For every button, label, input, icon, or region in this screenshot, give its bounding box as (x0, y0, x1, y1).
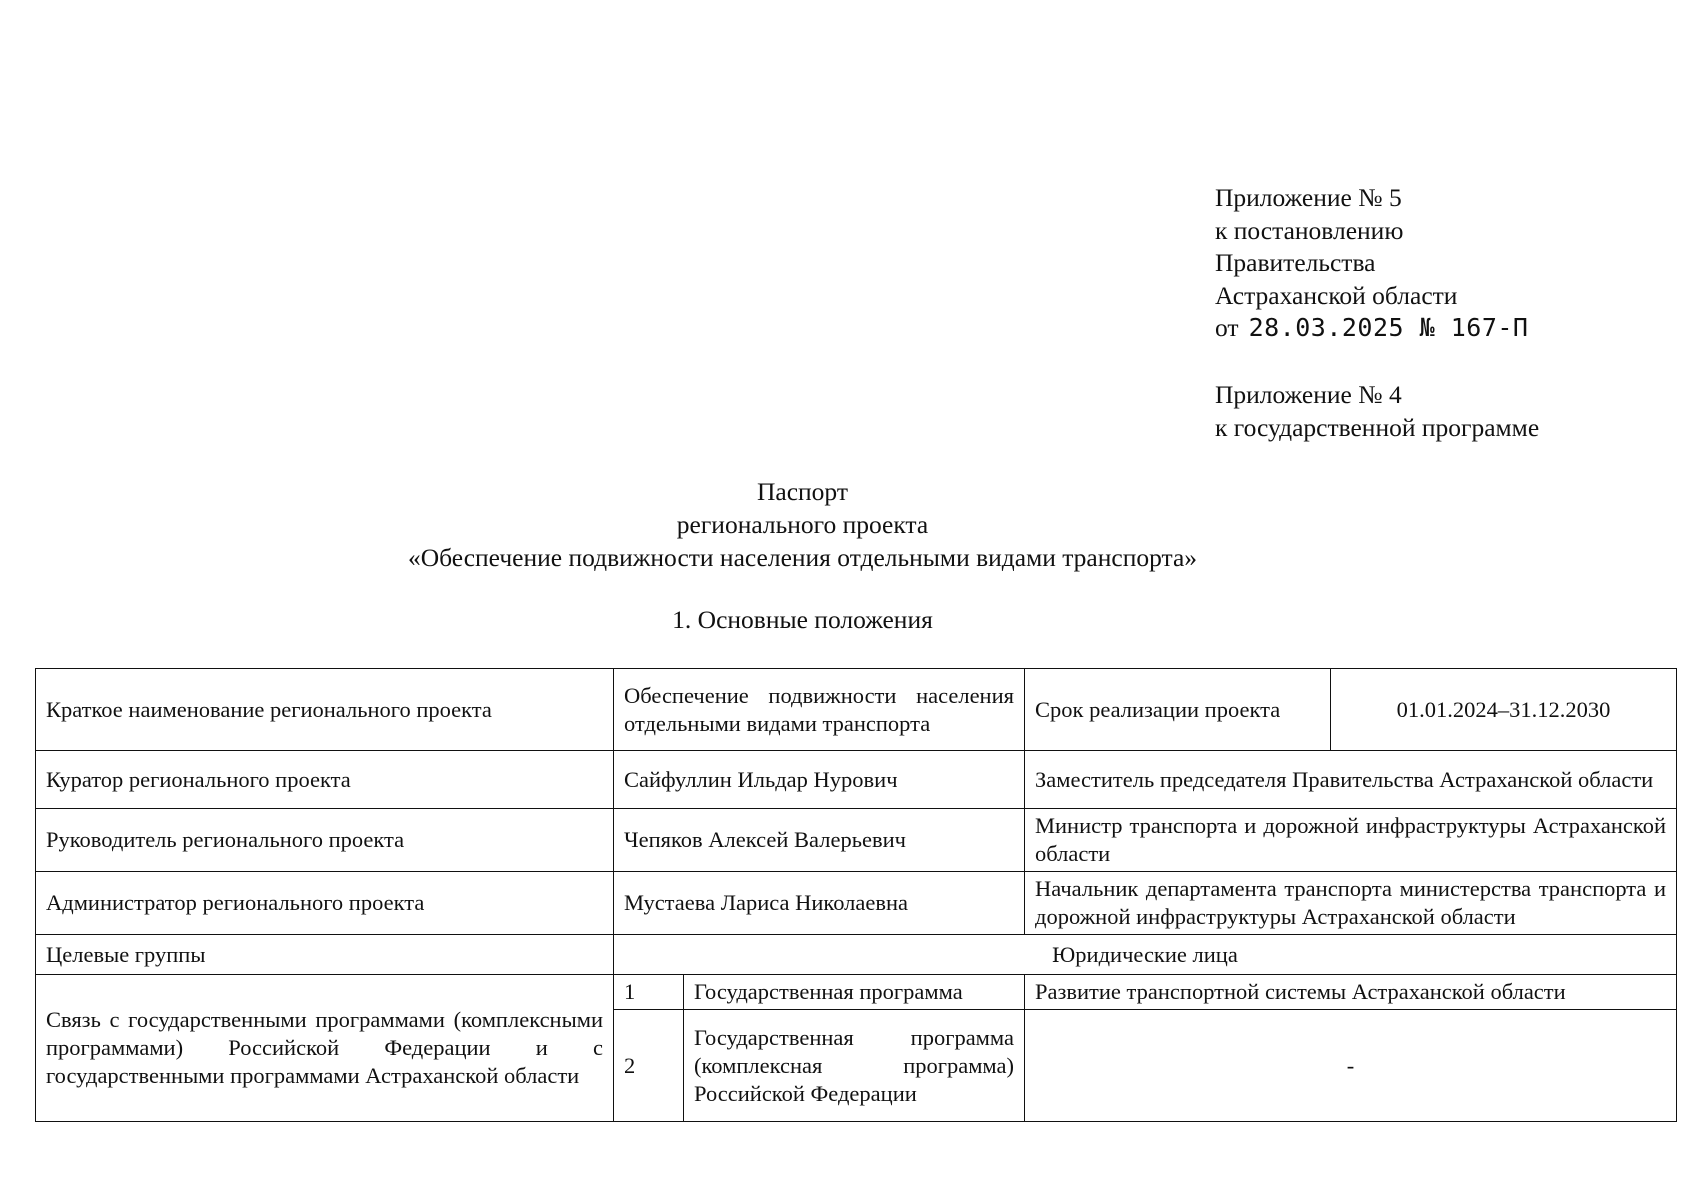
table-row-short-name (36, 669, 1677, 751)
appendix-4-title: Приложение № 4 (1215, 380, 1402, 409)
table-row-target-groups (36, 935, 1677, 975)
curator-position: Заместитель председателя Правительства Астраханской области (1025, 751, 1677, 809)
appendix-5-title: Приложение № 5 (1215, 183, 1402, 212)
title-line-1: Паспорт (756, 477, 848, 506)
document-title (0, 475, 1655, 574)
appendix-4-block (1215, 379, 1539, 444)
table-row-programs-1 (36, 975, 1677, 1010)
target-groups-label: Целевые группы (36, 935, 614, 975)
appendix-5-date-line (1215, 312, 1529, 345)
leader-position: Министр транспорта и дорожной инфраструктуры Астраханской области (1025, 809, 1677, 872)
curator-label: Куратор регионального проекта (36, 751, 614, 809)
program-item-type: Государственная программа (комплексная программа) Российской Федерации (684, 1010, 1025, 1122)
appendix-4-line2: к государственной программе (1215, 412, 1540, 442)
appendix-5-block (1215, 182, 1529, 345)
administrator-label: Администратор регионального проекта (36, 872, 614, 935)
programs-link-label: Связь с государственными программами (комплексными программами) Российской Федерации и с государственными программами Астраханской области (36, 975, 614, 1122)
short-name-label: Краткое наименование регионального проекта (36, 669, 614, 751)
program-item-number: 1 (614, 975, 684, 1010)
term-label: Срок реализации проекта (1025, 669, 1331, 751)
administrator-position: Начальник департамента транспорта министерства транспорта и дорожной инфраструктуры Астраханской области (1025, 872, 1677, 935)
table-row-curator (36, 751, 1677, 809)
document-date-number: 28.03.2025 № 167-П (1248, 313, 1529, 342)
administrator-name: Мустаева Лариса Николаевна (614, 872, 1025, 935)
table-row-administrator (36, 872, 1677, 935)
target-groups-value: Юридические лица (614, 935, 1677, 975)
table-row-leader (36, 809, 1677, 872)
leader-name: Чепяков Алексей Валерьевич (614, 809, 1025, 872)
program-item-number: 2 (614, 1010, 684, 1122)
short-name-value: Обеспечение подвижности населения отдельными видами транспорта (614, 669, 1025, 751)
date-prefix: от (1215, 313, 1239, 342)
passport-table (35, 668, 1677, 1122)
appendix-5-line3: Правительства (1215, 248, 1376, 277)
section-heading: 1. Основные положения (672, 605, 933, 634)
curator-name: Сайфуллин Ильдар Нурович (614, 751, 1025, 809)
title-line-2: регионального проекта (676, 510, 929, 539)
appendix-5-line4: Астраханской области (1215, 280, 1458, 310)
appendix-5-line2: к постановлению (1215, 215, 1404, 245)
program-item-type: Государственная программа (684, 975, 1025, 1010)
term-value: 01.01.2024–31.12.2030 (1331, 669, 1677, 751)
program-item-value: Развитие транспортной системы Астраханской области (1025, 975, 1677, 1010)
program-item-value: - (1025, 1010, 1677, 1122)
title-line-3: «Обеспечение подвижности населения отдельными видами транспорта» (407, 543, 1198, 572)
leader-label: Руководитель регионального проекта (36, 809, 614, 872)
